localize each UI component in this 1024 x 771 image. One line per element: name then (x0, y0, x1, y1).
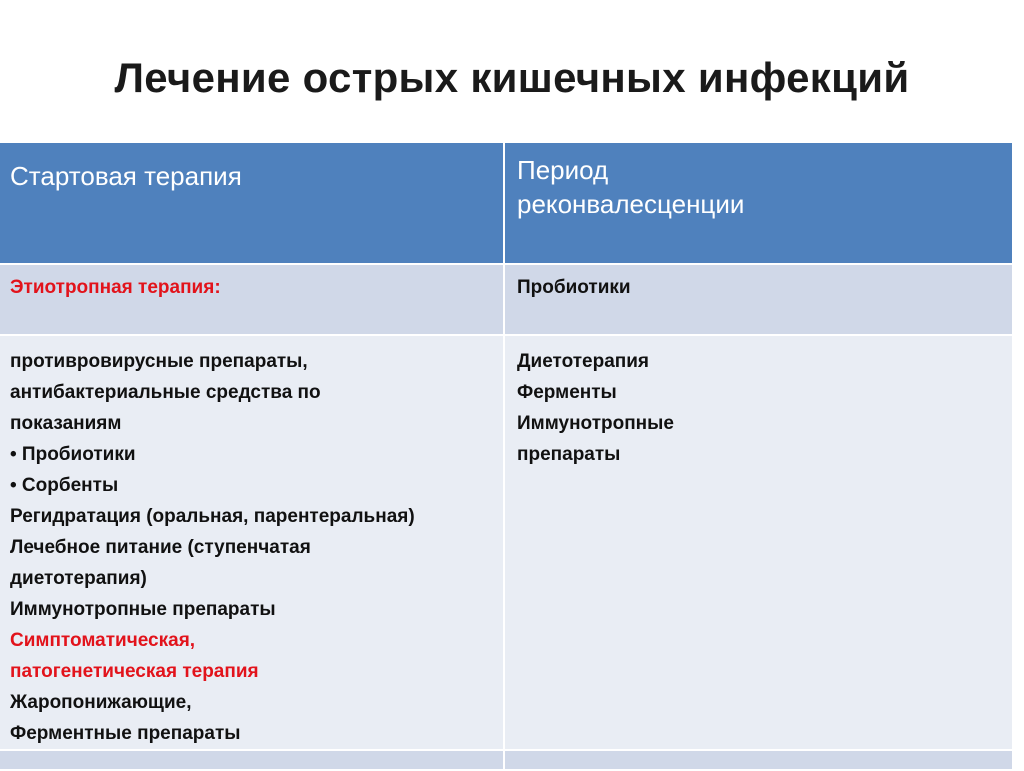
cell-probiotics (504, 264, 1012, 335)
list-item-highlight: патогенетическая терапия (10, 661, 259, 682)
list-item: диетотерапия) (10, 568, 147, 589)
list-item: • Сорбенты (10, 475, 119, 496)
list-item: Регидратация (оральная, парентеральная) (10, 506, 415, 527)
list-item: Иммунотропные (517, 413, 674, 434)
list-item: Иммунотропные препараты (10, 599, 276, 620)
empty-cell (0, 750, 504, 770)
list-item: Лечебное питание (ступенчатая (10, 537, 311, 558)
header-label-line: Период (517, 155, 609, 185)
slide-title: Лечение острых кишечных инфекций (114, 54, 910, 101)
list-item: противровирусные препараты, (10, 351, 308, 372)
cell-convalescence-list (504, 335, 1012, 750)
header-cell-convalescence (504, 143, 1012, 264)
list-item: препараты (517, 444, 621, 465)
table-row-empty (0, 750, 1012, 770)
list-item: Ферментные препараты (10, 723, 241, 744)
empty-cell (504, 750, 1012, 770)
table-row (0, 335, 1012, 750)
treatment-table (0, 143, 1012, 771)
probiotics-label: Пробиотики (517, 277, 631, 298)
table-header-row (0, 143, 1012, 264)
list-item: • Пробиотики (10, 444, 136, 465)
list-item: Жаропонижающие, (10, 692, 192, 713)
header-label-start-therapy: Стартовая терапия (10, 161, 242, 191)
list-item: Ферменты (517, 382, 617, 403)
list-item: антибактериальные средства по (10, 382, 321, 403)
list-item: показаниям (10, 413, 122, 434)
cell-start-therapy-list (0, 335, 504, 750)
header-label-convalescence (505, 143, 1012, 221)
list-item: Диетотерапия (517, 351, 650, 372)
start-therapy-list (0, 336, 503, 749)
header-label-line: реконвалесценции (517, 189, 745, 219)
table-row (0, 264, 1012, 335)
cell-etiotropic (0, 264, 504, 335)
etiotropic-label: Этиотропная терапия: (10, 277, 221, 298)
list-item-highlight: Симптоматическая, (10, 630, 196, 651)
convalescence-list (505, 336, 1012, 470)
header-cell-start-therapy (0, 143, 504, 264)
